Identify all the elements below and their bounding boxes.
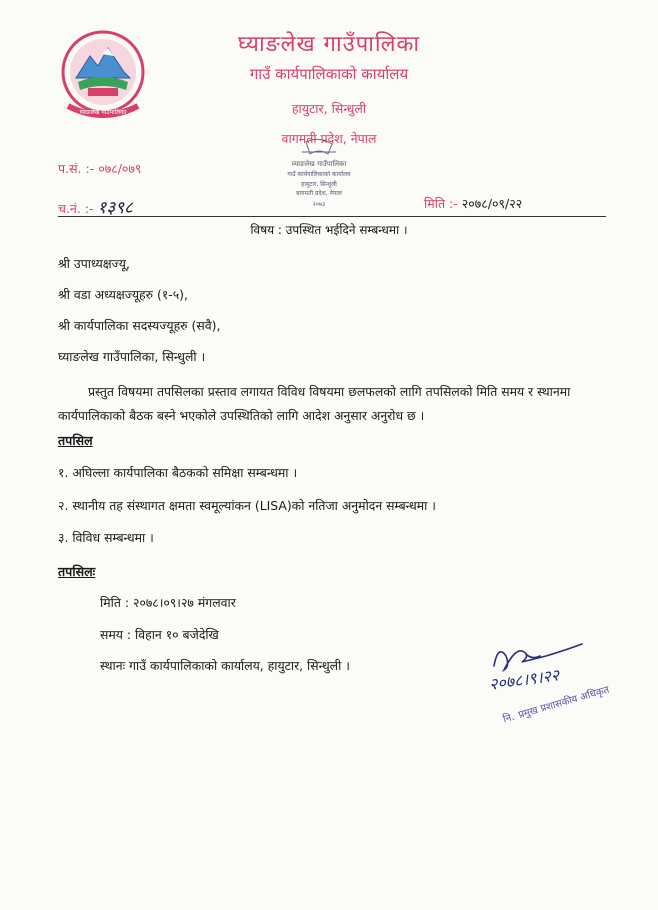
- designation: प्रमुख प्रशासकीय अधिकृत: [517, 684, 611, 722]
- stamp-line5: २०७३: [312, 201, 326, 208]
- agenda-item: ३. विविध सम्बन्धमा ।: [58, 530, 154, 545]
- agenda-heading: तपसिल: [58, 433, 93, 448]
- reference-cn: [58, 195, 133, 218]
- meeting-place: स्थानः गाउँ कार्यपालिकाको कार्यालय, हायुटार, सिन्धुली ।: [100, 658, 350, 673]
- stamp-line4: बागमती प्रदेश, नेपाल: [296, 190, 342, 197]
- meeting-time: समय : विहान १० बजेदेखि: [100, 627, 219, 642]
- meeting-date: मिति : २०७८।०९।२७ मंगलवार: [100, 595, 236, 610]
- cn-value: १३९८: [97, 198, 133, 218]
- stamp-line3: हायुटार, सिन्धुली: [301, 181, 337, 188]
- signature-date: २०७८।९।२२: [487, 665, 561, 694]
- office-stamp: [276, 132, 362, 218]
- letterhead-province: वागमती प्रदेश, नेपाल: [281, 131, 377, 146]
- recipient-line: घ्याङलेख गाउँपालिका, सिन्धुली ।: [58, 349, 206, 364]
- ps-label: प.सं. :-: [58, 161, 95, 176]
- recipient-line: श्री उपाध्यक्षज्यू,: [58, 256, 130, 271]
- logo-caption: घ्याङलेख गाउँपालिका: [79, 109, 127, 116]
- agenda-item: १. अघिल्ला कार्यपालिका बैठकको समिक्षा सम्बन्धमा ।: [58, 465, 298, 480]
- designation-prefix: नि.: [501, 711, 516, 726]
- agenda-item: २. स्थानीय तह संस्थागत क्षमता स्वमूल्यांकन (LISA)को नतिजा अनुमोदन सम्बन्धमा ।: [58, 498, 436, 513]
- body-paragraph: प्रस्तुत विषयमा तपसिलका प्रस्ताव लगायत विविध विषयमा छलफलको लागि तपसिलको मिति समय र स्थानमा कार्यपालिकाको बैठक बस्ने भएकोले उपस्थितिको लागि आदेश अनुसार अनुरोध छ ।: [58, 384, 571, 423]
- cn-label: च.नं. :-: [58, 201, 94, 216]
- recipient-line: श्री कार्यपालिका सदस्यज्यूहरु (सवै),: [58, 318, 221, 333]
- reference-date: [424, 195, 522, 212]
- reference-ps: [58, 160, 141, 177]
- ps-value: ०७८/०७९: [98, 161, 142, 176]
- subject-line: विषय : उपस्थित भईदिने सम्बन्धमा ।: [250, 223, 408, 237]
- date-value: २०७८/०९/२२: [461, 196, 523, 211]
- stamp-line1: घ्याङलेख गाउँपालिका: [291, 160, 347, 168]
- header-divider: [58, 216, 606, 217]
- stamp-line2: गाउँ कार्यपालिकाको कार्यालय: [287, 171, 351, 178]
- letterhead-title: घ्याङलेख गाउँपालिका: [237, 32, 421, 57]
- letterhead-address: हायुटार, सिन्धुली: [291, 101, 367, 116]
- recipient-line: श्री वडा अध्यक्षज्यूहरु (१-५),: [58, 287, 188, 302]
- details-heading: तपसिलः: [58, 564, 96, 579]
- signature: [486, 626, 646, 726]
- letterhead-office: गाउँ कार्यपालिकाको कार्यालय: [249, 65, 409, 83]
- date-label: मिति :-: [424, 196, 458, 211]
